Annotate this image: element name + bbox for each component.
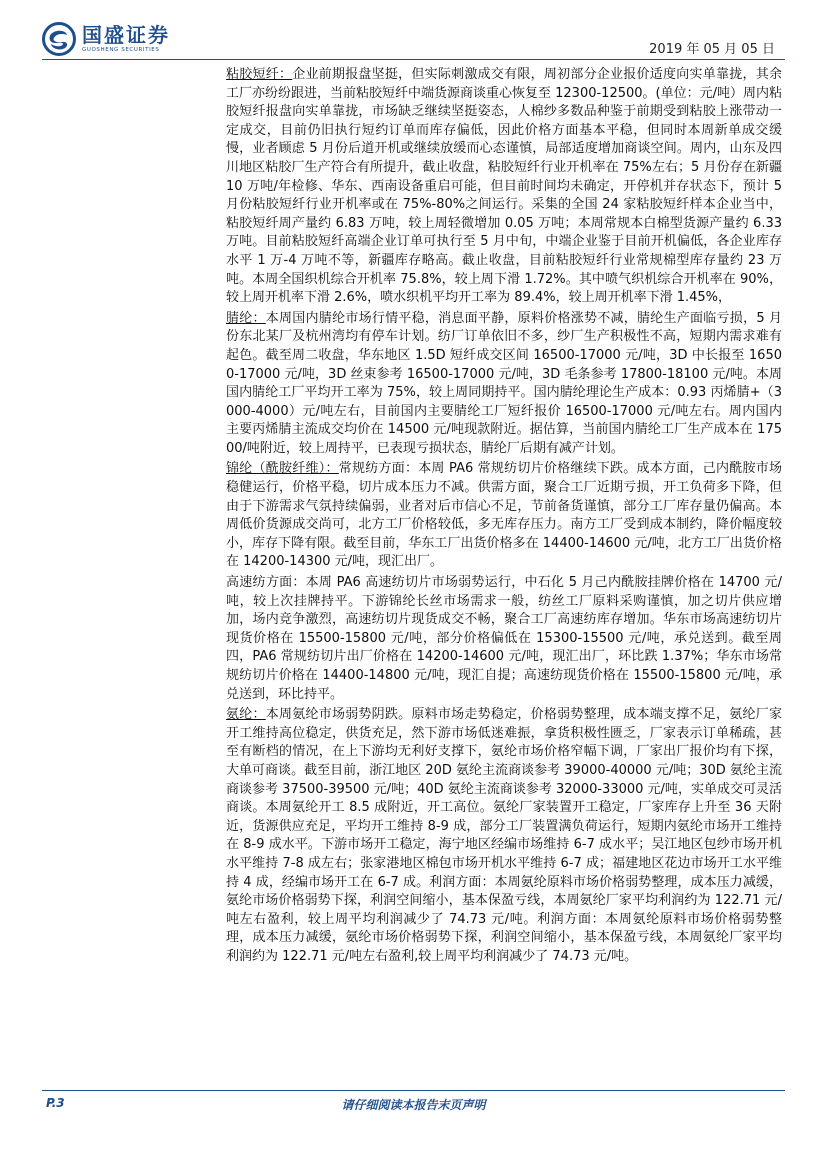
text-nylon-highspeed: 高速纺方面：本周 PA6 高速纺切片市场弱势运行，中石化 5 月己内酰胺挂牌价格在 14700 元/吨，较上次挂牌持平。下游锦纶长丝市场需求一般，纺丝工厂原料采购谨慎，加之切片供应增加，场内竞争激烈，高速纺切片现货成交不畅，聚合工厂高速纺库存增加。华东市场高速纺切片现货价格在 15500-15800 元/吨，部分价格偏低在 15300-15500 元/吨，承兑送到。截至周四，PA6 常规纺切片出厂价格在 14200-14600 元/吨，现汇出厂，环比跌 1.37%；华东市场常规纺切片价格在 14400-14800 元/吨，现汇自提；高速纺现货价格在 15500-15800 元/吨，承兑送到，环比持平。 — [226, 575, 782, 702]
header-divider — [42, 59, 785, 60]
label-nylon: 锦纶（酰胺纤维）： — [226, 461, 339, 477]
paragraph-viscose — [226, 66, 782, 308]
page-header — [0, 0, 827, 62]
paragraph-acrylic — [226, 310, 782, 459]
report-body — [226, 66, 782, 969]
text-acrylic: 本周国内腈纶市场行情平稳，消息面平静，原料价格涨势不减，腈纶生产面临亏损，5 月份东北某厂及杭州湾均有停车计划。纺厂订单依旧不多，纱厂生产积极性不高，短期内需求难有起色。截至周二收盘，华东地区 1.5D 短纤成交区间 16500-17000 元/吨，3D 中长报至 16500-17000 元/吨，3D 丝束参考 16500-17000 元/吨，3D 毛条参考 17800-18100 元/吨。本周国内腈纶工厂平均开工率为 75%，较上周同期持平。国内腈纶理论生产成本：0.93 丙烯腈+（3000-4000）元/吨左右，目前国内主要腈纶工厂短纤报价 16500-17000 元/吨左右。周内国内主要丙烯腈主流成交均价在 14500 元/吨现款附近。据估算，当前国内腈纶工厂生产成本在 17500/吨附近，较上周持平，已表现亏损状态，腈纶厂后期有减产计划。 — [226, 310, 782, 456]
footer-disclaimer: 请仔细阅读本报告末页声明 — [341, 1098, 486, 1112]
brand-name: 国盛证券 — [82, 23, 170, 47]
brand-logo — [42, 22, 170, 56]
footer-divider — [42, 1090, 785, 1091]
text-nylon: 常规纺方面：本周 PA6 常规纺切片价格继续下跌。成本方面，己内酰胺市场稳健运行，价格平稳，切片成本压力不减。供需方面，聚合工厂近期亏损，开工负荷多下降，但由于下游需求气氛持续偏弱，业者对后市信心不足，节前备货谨慎，部分工厂库存量仍偏高。本周低价货源成交尚可，北方工厂价格较低，多无库存压力。南方工厂受到成本制约，降价幅度较小，库存下降有限。截至目前，华东工厂出货价格多在 14400-14600 元/吨，北方工厂出货价格在 14200-14300 元/吨，现汇出厂。 — [226, 461, 782, 570]
report-date: 2019 年 05 月 05 日 — [649, 42, 775, 57]
label-spandex: 氨纶： — [226, 707, 266, 723]
text-viscose: 企业前期报盘坚挺，但实际刺激成交有限，周初部分企业报价适度向实单靠拢，其余工厂亦纷纷跟进，当前粘胶短纤中端货源商谈重心恢复至 12300-12500。(单位：元/吨）周内粘胶短纤报盘向实单靠拢，市场缺乏继续坚挺姿态，人棉纱多数品种鉴于前期受到粘胶上涨带动一定成交，目前仍旧执行短约订单而库存偏低，因此价格方面基本平稳，但同时本周新单成交缓慢，业者顾虑 5 月份后道开机或继续放缓而心态谨慎，局部适度增加商谈空间。周内，山东及四川地区粘胶厂生产符合有所提升，截止收盘，粘胶短纤行业开机率在 75%左右；5 月份存在新疆 10 万吨/年检修、华东、西南设备重启可能，但目前时间均未确定，开停机并存状态下，预计 5 月份粘胶短纤行业开机率或在 75%-80%之间运行。采集的全国 24 家粘胶短纤样本企业当中，粘胶短纤周产量约 6.83 万吨，较上周轻微增加 0.05 万吨；本周常规本白棉型货源产量约 6.33 万吨。目前粘胶短纤高端企业订单可执行至 5 月中旬，中端企业鉴于目前开机偏低，各企业库存水平 1 万-4 万吨不等，新疆库存略高。截止收盘，目前粘胶短纤行业常规棉型库存量约 23 万吨。本周全国织机综合开机率 75.8%，较上周下滑 1.72%。其中喷气织机综合开机率在 90%，较上周开机率下滑 2.6%，喷水织机平均开工率为 89.4%，较上周开机率下滑 1.45%， — [226, 67, 782, 306]
paragraph-nylon-highspeed — [226, 574, 782, 704]
paragraph-nylon — [226, 460, 782, 572]
text-spandex: 本周氨纶市场弱势阴跌。原料市场走势稳定，价格弱势整理，成本端支撑不足，氨纶厂家开工维持高位稳定，供货充足，然下游市场低迷难振，拿货积极性匮乏，厂家表示订单稀疏，甚至有断档的情况，在上下游均无利好支撑下，氨纶市场价格窄幅下调，厂家出厂报价均有下探，大单可商谈。截至目前，浙江地区 20D 氨纶主流商谈参考 39000-40000 元/吨；30D 氨纶主流商谈参考 37500-39500 元/吨；40D 氨纶主流商谈参考 32000-33000 元/吨，实单成交可灵活商谈。本周氨纶开工 8.5 成附近，开工高位。氨纶厂家装置开工稳定，厂家库存上升至 36 天附近，货源供应充足，平均开工维持 8-9 成，部分工厂装置满负荷运行，短期内氨纶市场开工维持在 8-9 成水平。下游市场开工稳定，海宁地区经编市场维持 6-7 成水平；吴江地区包纱市场开机水平维持 7-8 成左右；张家港地区棉包市场开机水平维持 6-7 成；福建地区花边市场开工水平维持 4 成，经编市场开工在 6-7 成。利润方面：本周氨纶原料市场价格弱势整理，成本压力减缓，氨纶市场价格弱势下探，利润空间缩小，基本保盈亏线，本周氨纶厂家平均利润约为 122.71 元/吨左右盈利，较上周平均利润减少了 74.73 元/吨。利润方面：本周氨纶原料市场价格弱势整理，成本压力减缓，氨纶市场价格弱势下探，利润空间缩小，基本保盈亏线，本周氨纶厂家平均利润约为 122.71 元/吨左右盈利,较上周平均利润减少了 74.73 元/吨。 — [226, 707, 782, 964]
brand-subtitle: GUOSHENG SECURITIES — [82, 47, 160, 53]
label-acrylic: 腈纶： — [226, 310, 266, 326]
label-viscose: 粘胶短纤： — [226, 67, 293, 82]
page-number: P.3 — [46, 1096, 65, 1110]
guosheng-logo-icon — [42, 22, 76, 56]
paragraph-spandex — [226, 706, 782, 966]
